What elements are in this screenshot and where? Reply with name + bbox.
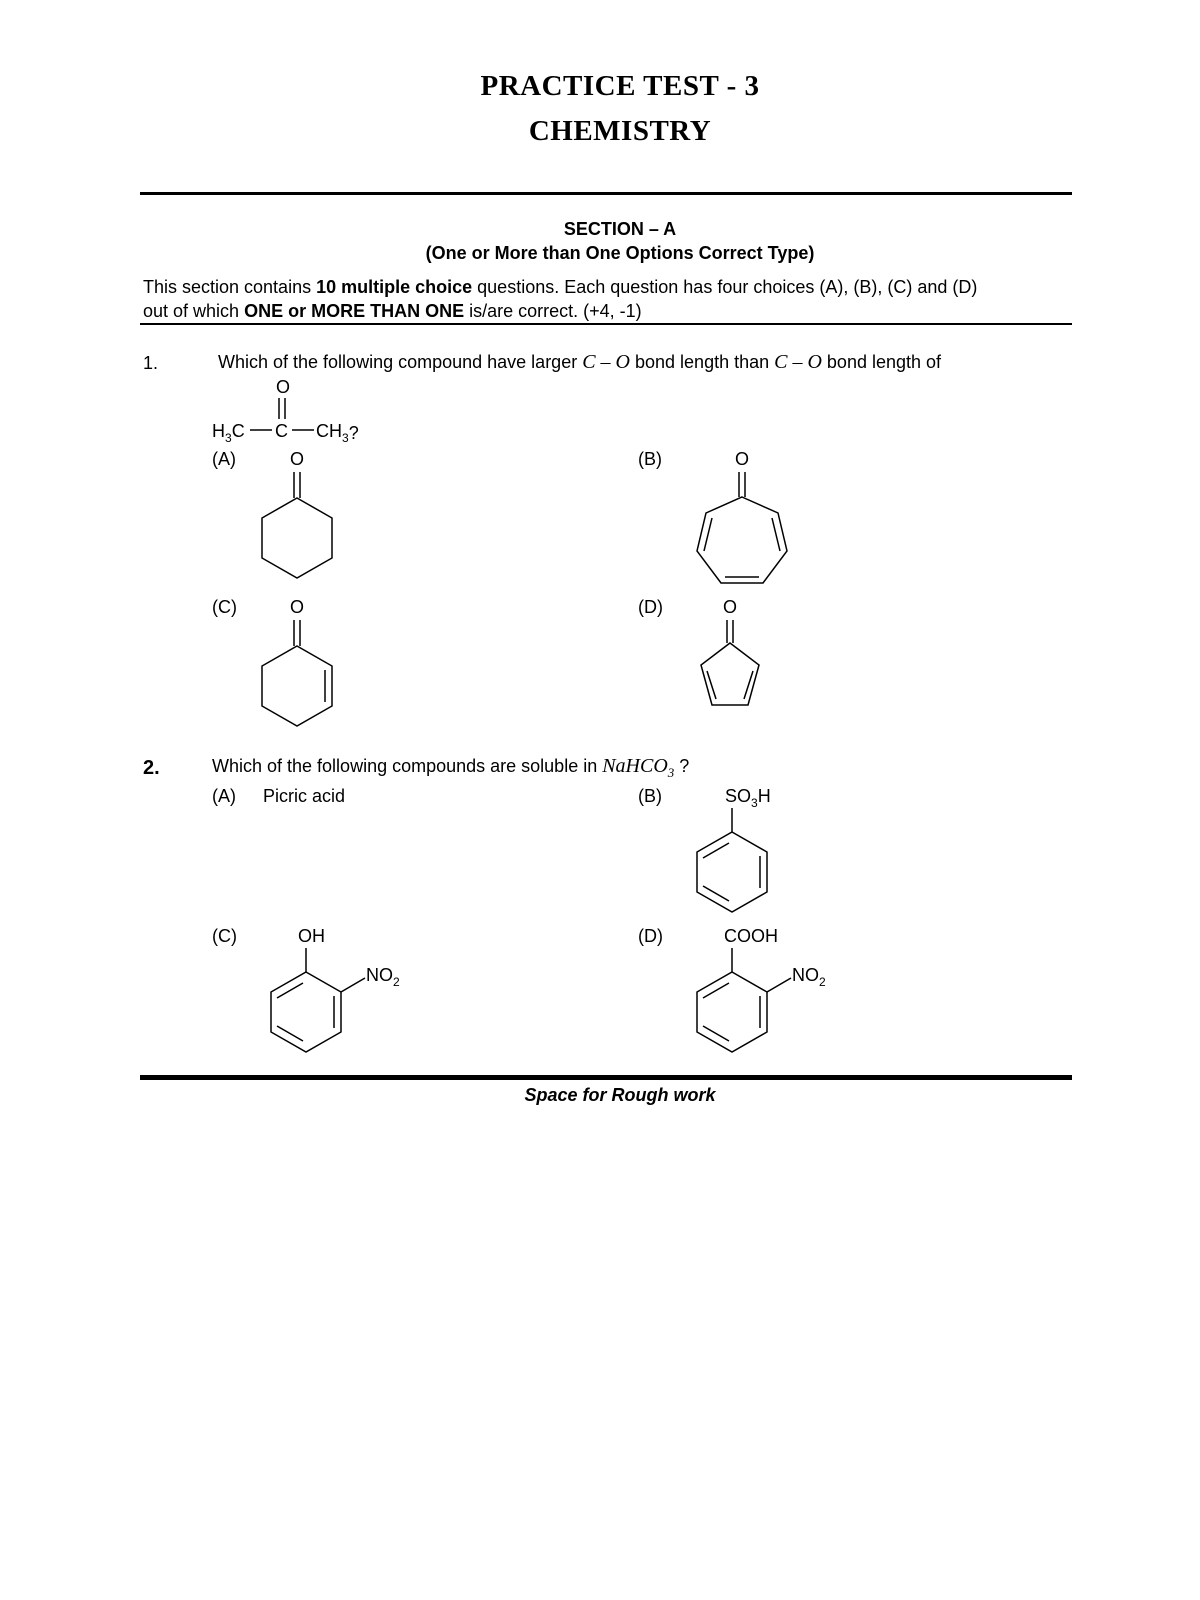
section-instructions-line2: out of which ONE or MORE THAN ONE is/are correct. (+4, -1) bbox=[143, 301, 642, 321]
q2-option-a-label: (A) bbox=[212, 786, 236, 806]
header-rule bbox=[140, 192, 1072, 195]
svg-text:SO3H: $SO_3H$ bbox=[725, 786, 771, 810]
question-2-text: Which of the following compounds are soluble in NaHCO$_3$ ? bbox=[212, 755, 690, 780]
svg-text:OH: OH bbox=[298, 926, 325, 946]
q2-option-c-label: (C) bbox=[212, 926, 237, 946]
cyclohexanone-structure bbox=[250, 445, 350, 585]
section-instructions-line1: This section contains 10 multiple choice questions. Each question has four choices (A), (B), (C) and (D) bbox=[143, 277, 978, 297]
footer-rule bbox=[140, 1075, 1072, 1080]
test-title: PRACTICE TEST - 3 bbox=[480, 70, 760, 102]
tropone-structure bbox=[690, 445, 800, 590]
rough-work-label: Space for Rough work bbox=[524, 1085, 716, 1105]
acetone-left-methyl: $H_3C$ bbox=[212, 421, 245, 445]
section-type: (One or More than One Options Correct Type) bbox=[425, 243, 815, 263]
q1-option-c-label: (C) bbox=[212, 597, 237, 617]
svg-text:NO2: $NO_2$ bbox=[792, 965, 826, 989]
section-name: SECTION – A bbox=[563, 219, 677, 239]
acetone-right-methyl: $CH_3$? bbox=[316, 421, 359, 445]
question-1-text: Which of the following compound have larger C – O bond length than C – O bond length of bbox=[218, 351, 942, 373]
sodium-bicarbonate-formula: NaHCO$_3$ bbox=[602, 755, 675, 780]
svg-text:O: O bbox=[290, 449, 305, 469]
q1-option-d-label: (D) bbox=[638, 597, 663, 617]
section-rule bbox=[140, 323, 1072, 325]
question-2-number: 2. bbox=[143, 757, 160, 779]
q2-option-b-label: (B) bbox=[638, 786, 662, 806]
subject-title: CHEMISTRY bbox=[528, 115, 712, 147]
acetone-carbonyl-carbon: C bbox=[275, 421, 288, 441]
cyclohexenone-structure bbox=[250, 593, 350, 733]
svg-text:O: O bbox=[723, 597, 738, 617]
svg-text:O: O bbox=[290, 597, 305, 617]
question-1-number: 1. bbox=[143, 353, 159, 373]
cyclopentadienone-structure bbox=[690, 593, 780, 718]
ortho-nitrophenol-structure bbox=[262, 922, 422, 1057]
q1-option-b-label: (B) bbox=[638, 449, 662, 469]
q1-option-a-label: (A) bbox=[212, 449, 236, 469]
svg-text:NO2: $NO_2$ bbox=[366, 965, 400, 989]
acetone-structure bbox=[200, 375, 400, 450]
acetone-oxygen: O bbox=[276, 377, 291, 397]
svg-text:O: O bbox=[735, 449, 750, 469]
q2-option-d-label: (D) bbox=[638, 926, 663, 946]
svg-text:COOH: COOH bbox=[724, 926, 778, 946]
q2-option-a-text: Picric acid bbox=[263, 786, 346, 806]
benzenesulfonic-acid-structure bbox=[690, 782, 800, 917]
ortho-nitrobenzoic-acid-structure bbox=[688, 922, 848, 1057]
